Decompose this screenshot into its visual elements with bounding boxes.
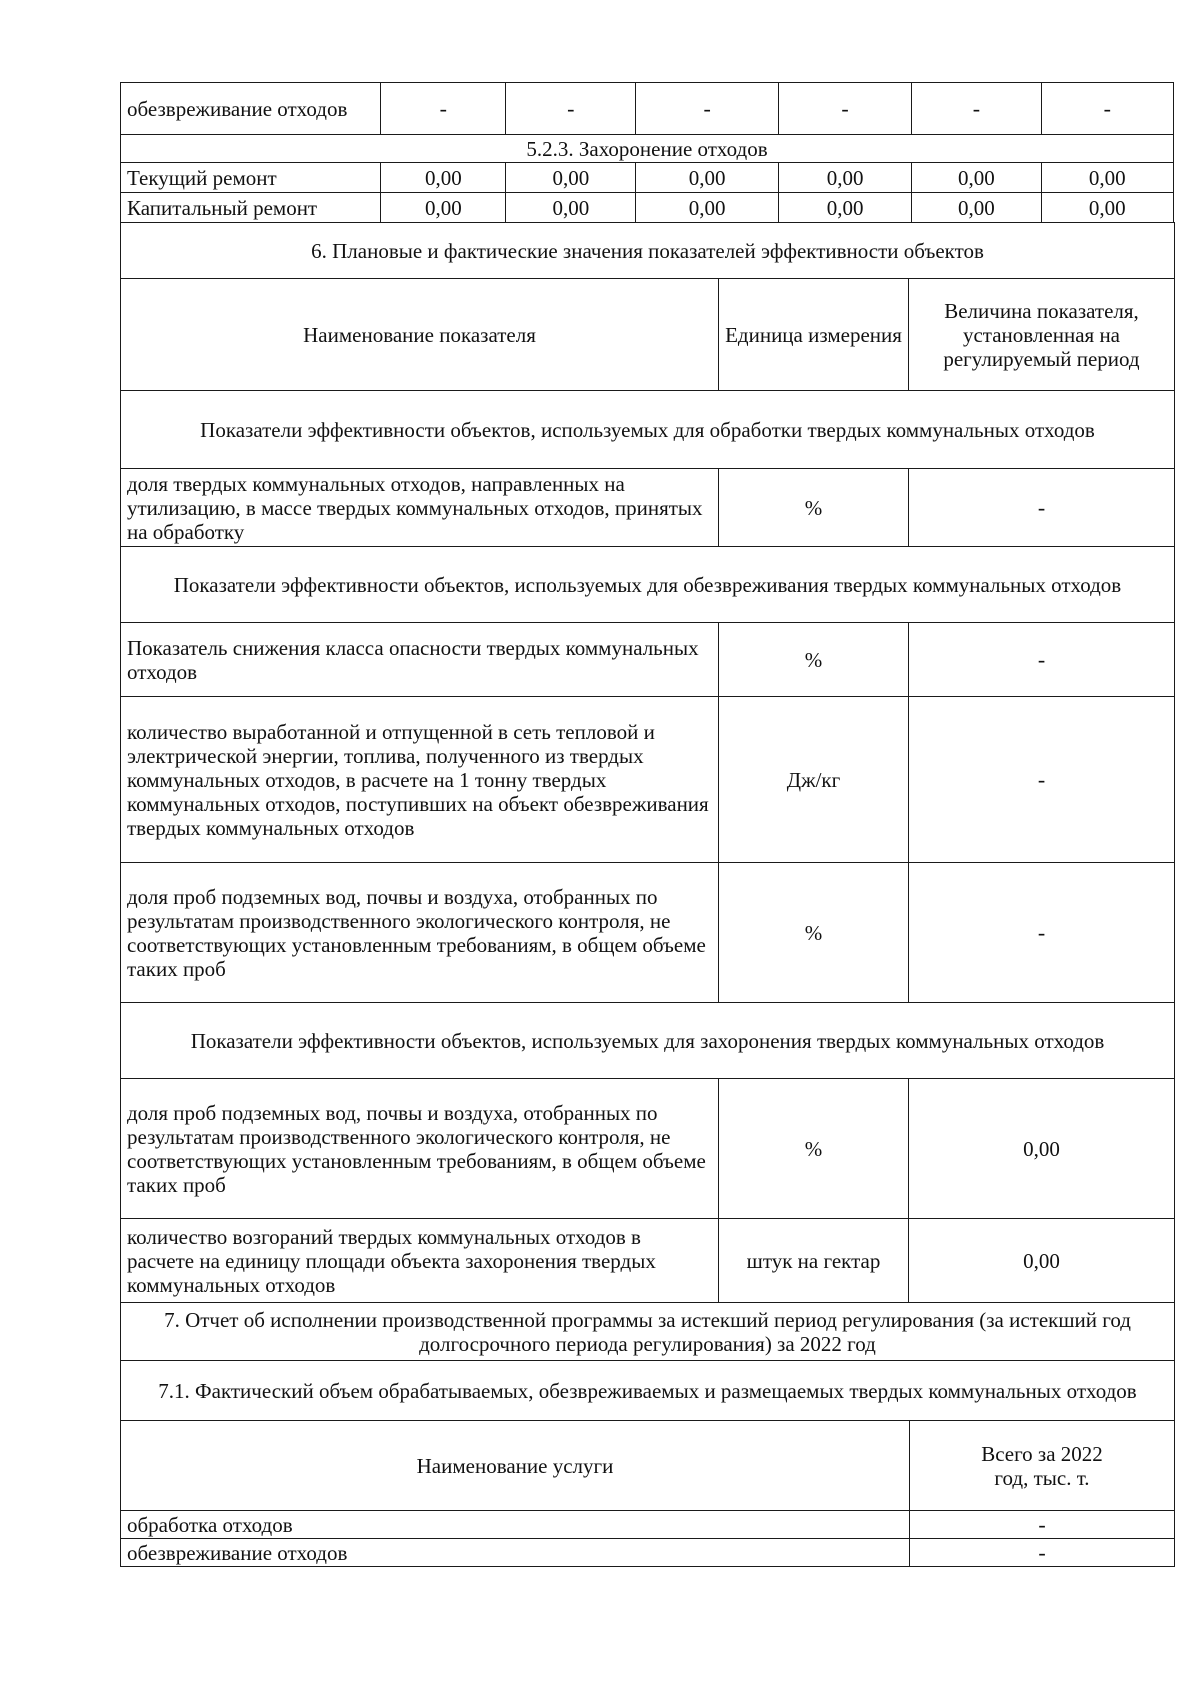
indicator-name: количество возгораний твердых коммунальных отходов в расчете на единицу площади объекта захоронения твердых коммунальных отходов bbox=[121, 1219, 719, 1303]
indicator-unit: % bbox=[719, 623, 909, 697]
group-row bbox=[121, 1003, 1175, 1079]
section-row bbox=[121, 223, 1175, 279]
indicator-value: - bbox=[909, 623, 1175, 697]
indicator-unit: % bbox=[719, 469, 909, 547]
section-row bbox=[121, 135, 1174, 163]
table-row bbox=[121, 1539, 1175, 1567]
column-header-unit: Единица измерения bbox=[719, 279, 909, 391]
table-cell: - bbox=[506, 83, 636, 135]
indicator-name: Показатель снижения класса опасности твердых коммунальных отходов bbox=[121, 623, 719, 697]
section-row bbox=[121, 1303, 1175, 1361]
table-cell: 0,00 bbox=[381, 163, 506, 193]
header-row bbox=[121, 279, 1175, 391]
table-cell: 0,00 bbox=[912, 193, 1041, 223]
table-cell: 0,00 bbox=[778, 163, 912, 193]
column-header-name: Наименование показателя bbox=[121, 279, 719, 391]
group-row bbox=[121, 547, 1175, 623]
indicator-name: доля проб подземных вод, почвы и воздуха, отобранных по результатам производственного экологического контроля, не соответствующих установленным требованиям, в общем объеме таких проб bbox=[121, 863, 719, 1003]
table-cell: 0,00 bbox=[506, 193, 636, 223]
repair-table bbox=[120, 82, 1174, 223]
service-name: обработка отходов bbox=[121, 1511, 910, 1539]
table-cell: - bbox=[912, 83, 1041, 135]
table-cell: 0,00 bbox=[381, 193, 506, 223]
table-row bbox=[121, 1079, 1175, 1219]
service-volume-table bbox=[120, 1420, 1175, 1567]
indicator-name: количество выработанной и отпущенной в сеть тепловой и электрической энергии, топлива, полученного из твердых коммунальных отходов, в расчете на 1 тонну твердых коммунальных отходов, поступивших на объект обезвреживания твердых коммунальных отходов bbox=[121, 697, 719, 863]
table-row bbox=[121, 1219, 1175, 1303]
service-name: обезвреживание отходов bbox=[121, 1539, 910, 1567]
group-title-processing: Показатели эффективности объектов, используемых для обработки твердых коммунальных отходов bbox=[121, 391, 1175, 469]
row-label: обезвреживание отходов bbox=[121, 83, 381, 135]
table-cell: 0,00 bbox=[1041, 193, 1174, 223]
indicator-unit: % bbox=[719, 863, 909, 1003]
column-header-value: Величина показателя, установленная на регулируемый период bbox=[909, 279, 1175, 391]
table-cell: 0,00 bbox=[1041, 163, 1174, 193]
table-cell: 0,00 bbox=[636, 193, 778, 223]
group-row bbox=[121, 391, 1175, 469]
table-row bbox=[121, 469, 1175, 547]
column-header-total: Всего за 2022 год, тыс. т. bbox=[910, 1421, 1175, 1511]
table-cell: - bbox=[636, 83, 778, 135]
table-cell: - bbox=[1041, 83, 1174, 135]
service-value: - bbox=[910, 1511, 1175, 1539]
row-label: Капитальный ремонт bbox=[121, 193, 381, 223]
table-row bbox=[121, 193, 1174, 223]
indicator-value: - bbox=[909, 863, 1175, 1003]
table-cell: 0,00 bbox=[636, 163, 778, 193]
indicator-name: доля проб подземных вод, почвы и воздуха, отобранных по результатам производственного экологического контроля, не соответствующих установленным требованиям, в общем объеме таких проб bbox=[121, 1079, 719, 1219]
table-row bbox=[121, 163, 1174, 193]
table-row bbox=[121, 83, 1174, 135]
table-row bbox=[121, 697, 1175, 863]
table-cell: 0,00 bbox=[912, 163, 1041, 193]
table-row bbox=[121, 623, 1175, 697]
indicator-value: - bbox=[909, 697, 1175, 863]
indicator-unit: % bbox=[719, 1079, 909, 1219]
indicator-value: - bbox=[909, 469, 1175, 547]
section-row bbox=[121, 1361, 1175, 1421]
group-title-neutralization: Показатели эффективности объектов, используемых для обезвреживания твердых коммунальных отходов bbox=[121, 547, 1175, 623]
group-title-burial: Показатели эффективности объектов, используемых для захоронения твердых коммунальных отходов bbox=[121, 1003, 1175, 1079]
document-page bbox=[120, 82, 1174, 1567]
table-cell: - bbox=[381, 83, 506, 135]
indicator-name: доля твердых коммунальных отходов, направленных на утилизацию, в массе твердых коммунальных отходов, принятых на обработку bbox=[121, 469, 719, 547]
table-row bbox=[121, 1511, 1175, 1539]
indicator-unit: Дж/кг bbox=[719, 697, 909, 863]
indicator-unit: штук на гектар bbox=[719, 1219, 909, 1303]
header-row bbox=[121, 1421, 1175, 1511]
section-7-title: 7. Отчет об исполнении производственной программы за истекший период регулирования (за истекший год долгосрочного периода регулирования) за 2022 год bbox=[121, 1303, 1175, 1361]
table-cell: 0,00 bbox=[778, 193, 912, 223]
indicators-table bbox=[120, 222, 1175, 1421]
table-row bbox=[121, 863, 1175, 1003]
table-cell: - bbox=[778, 83, 912, 135]
column-header-service: Наименование услуги bbox=[121, 1421, 910, 1511]
section-6-title: 6. Плановые и фактические значения показателей эффективности объектов bbox=[121, 223, 1175, 279]
table-cell: 0,00 bbox=[506, 163, 636, 193]
indicator-value: 0,00 bbox=[909, 1219, 1175, 1303]
indicator-value: 0,00 bbox=[909, 1079, 1175, 1219]
row-label: Текущий ремонт bbox=[121, 163, 381, 193]
section-heading: 5.2.3. Захоронение отходов bbox=[121, 135, 1174, 163]
section-7-1-title: 7.1. Фактический объем обрабатываемых, обезвреживаемых и размещаемых твердых коммунальных отходов bbox=[121, 1361, 1175, 1421]
service-value: - bbox=[910, 1539, 1175, 1567]
